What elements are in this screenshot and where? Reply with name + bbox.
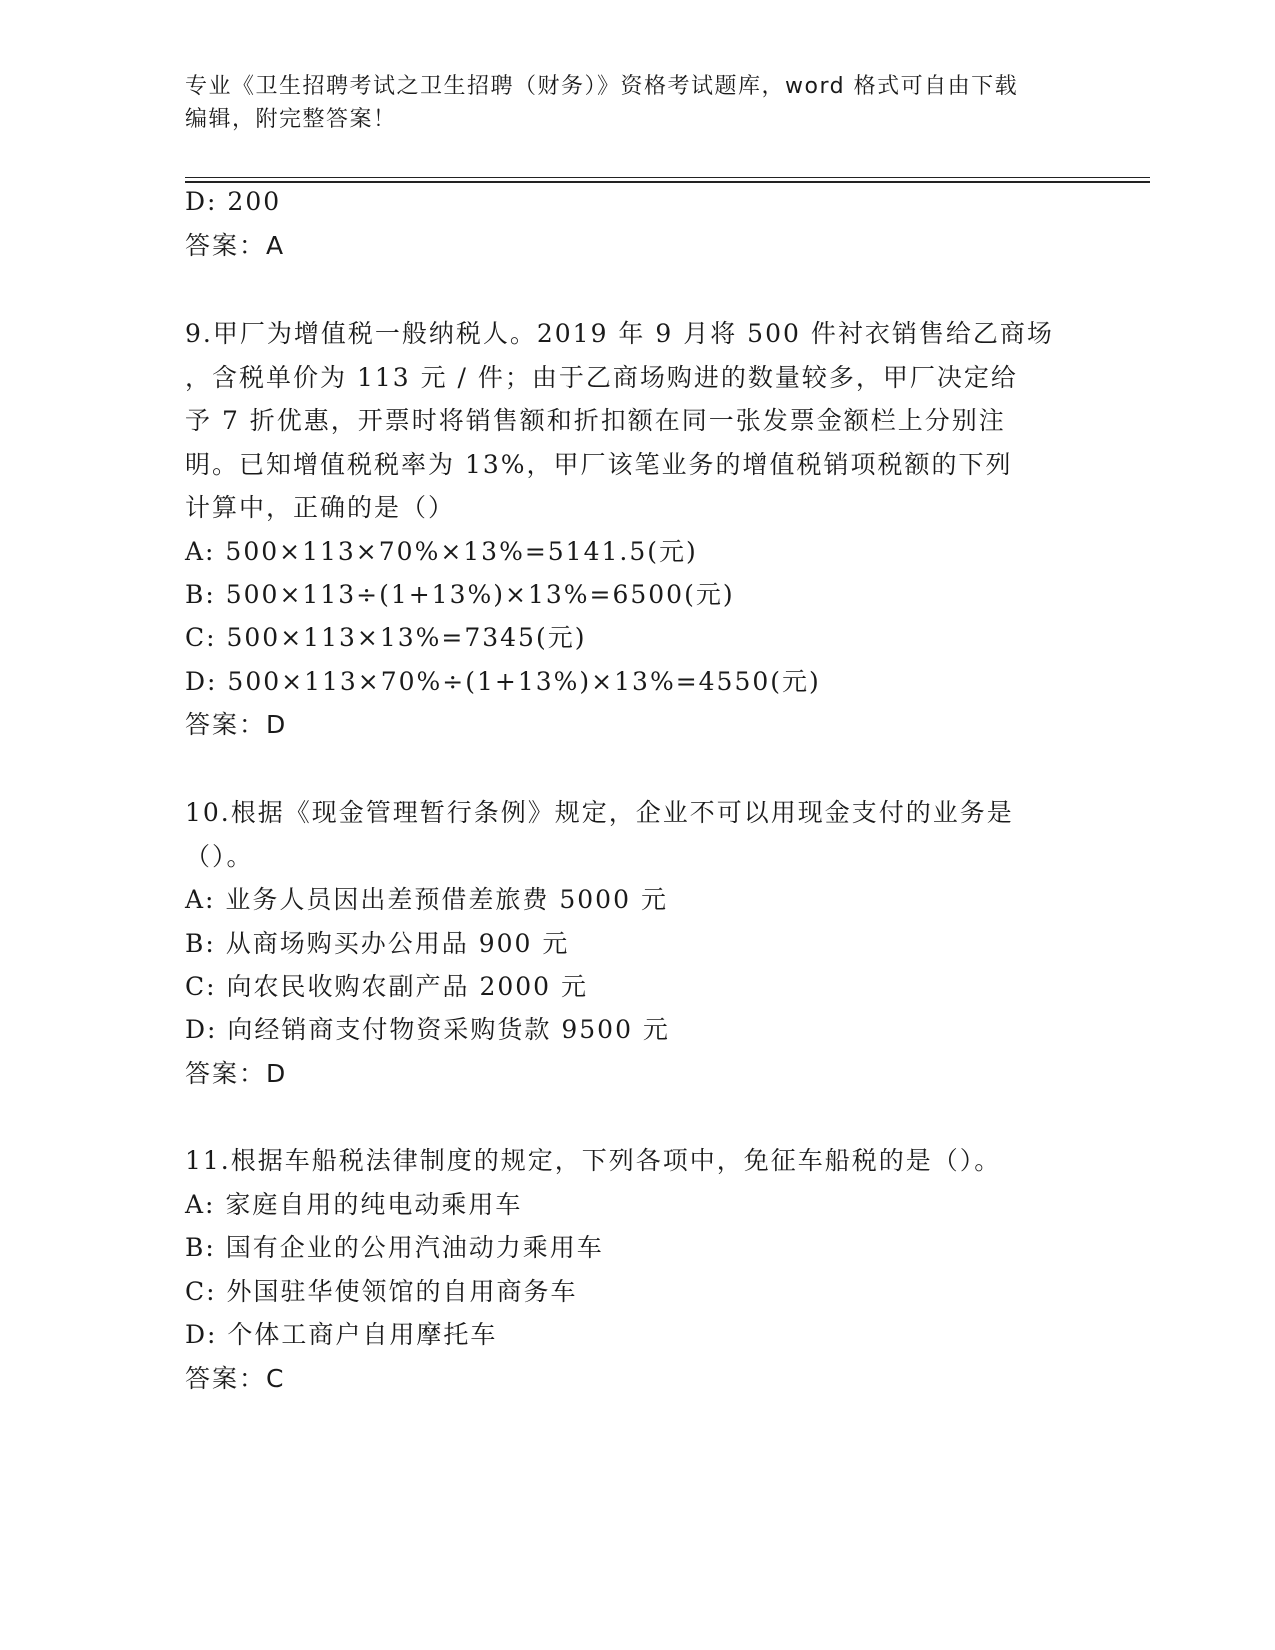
q11-stem-line-1: 11.根据车船税法律制度的规定，下列各项中，免征车船税的是（）。 xyxy=(185,1146,1002,1175)
q9-stem-line-2: ，含税单价为 113 元 / 件；由于乙商场购进的数量较多，甲厂决定给 xyxy=(185,363,1018,392)
q11-answer: 答案：C xyxy=(185,1364,286,1393)
q9-stem-line-3: 予 7 折优惠，开票时将销售额和折扣额在同一张发票金额栏上分别注 xyxy=(185,406,1006,435)
q9-stem-line-1: 9.甲厂为增值税一般纳税人。2019 年 9 月将 500 件衬衣销售给乙商场 xyxy=(185,319,1054,348)
q9-option-d: D: 500×113×70%÷(1+13%)×13%=4550(元) xyxy=(185,667,821,696)
q10-option-a: A: 业务人员因出差预借差旅费 5000 元 xyxy=(185,885,668,914)
q10-option-b: B: 从商场购买办公用品 900 元 xyxy=(185,929,570,958)
q10-option-d: D: 向经销商支付物资采购货款 9500 元 xyxy=(185,1015,670,1044)
q10-stem-line-2: （）。 xyxy=(185,842,254,871)
header-line-2: 编辑，附完整答案！ xyxy=(185,107,397,132)
q11-option-b: B: 国有企业的公用汽油动力乘用车 xyxy=(185,1233,604,1262)
q9-stem-line-4: 明。已知增值税税率为 13%，甲厂该笔业务的增值税销项税额的下列 xyxy=(185,450,1013,479)
q11-option-d: D: 个体工商户自用摩托车 xyxy=(185,1320,498,1349)
q10-answer: 答案：D xyxy=(185,1059,288,1088)
q9-option-b: B: 500×113÷(1+13%)×13%=6500(元) xyxy=(185,580,735,609)
q10-option-c: C: 向农民收购农副产品 2000 元 xyxy=(185,972,589,1001)
header-divider-thin xyxy=(185,177,1150,178)
q11-option-a: A: 家庭自用的纯电动乘用车 xyxy=(185,1190,523,1219)
page-header xyxy=(185,70,1085,136)
q9-answer: 答案：D xyxy=(185,710,288,739)
header-line-1: 专业《卫生招聘考试之卫生招聘（财务）》资格考试题库，word 格式可自由下载 xyxy=(185,74,1019,99)
q11-option-c: C: 外国驻华使领馆的自用商务车 xyxy=(185,1277,578,1306)
q8-option-d: D: 200 xyxy=(185,187,282,216)
q10-stem-line-1: 10.根据《现金管理暂行条例》规定，企业不可以用现金支付的业务是 xyxy=(185,798,1014,827)
q9-option-c: C: 500×113×13%=7345(元) xyxy=(185,623,587,652)
header-divider-thick xyxy=(185,181,1150,183)
q8-answer: 答案：A xyxy=(185,231,286,260)
q9-option-a: A: 500×113×70%×13%=5141.5(元) xyxy=(185,537,698,566)
q9-stem-line-5: 计算中，正确的是（） xyxy=(185,493,456,522)
